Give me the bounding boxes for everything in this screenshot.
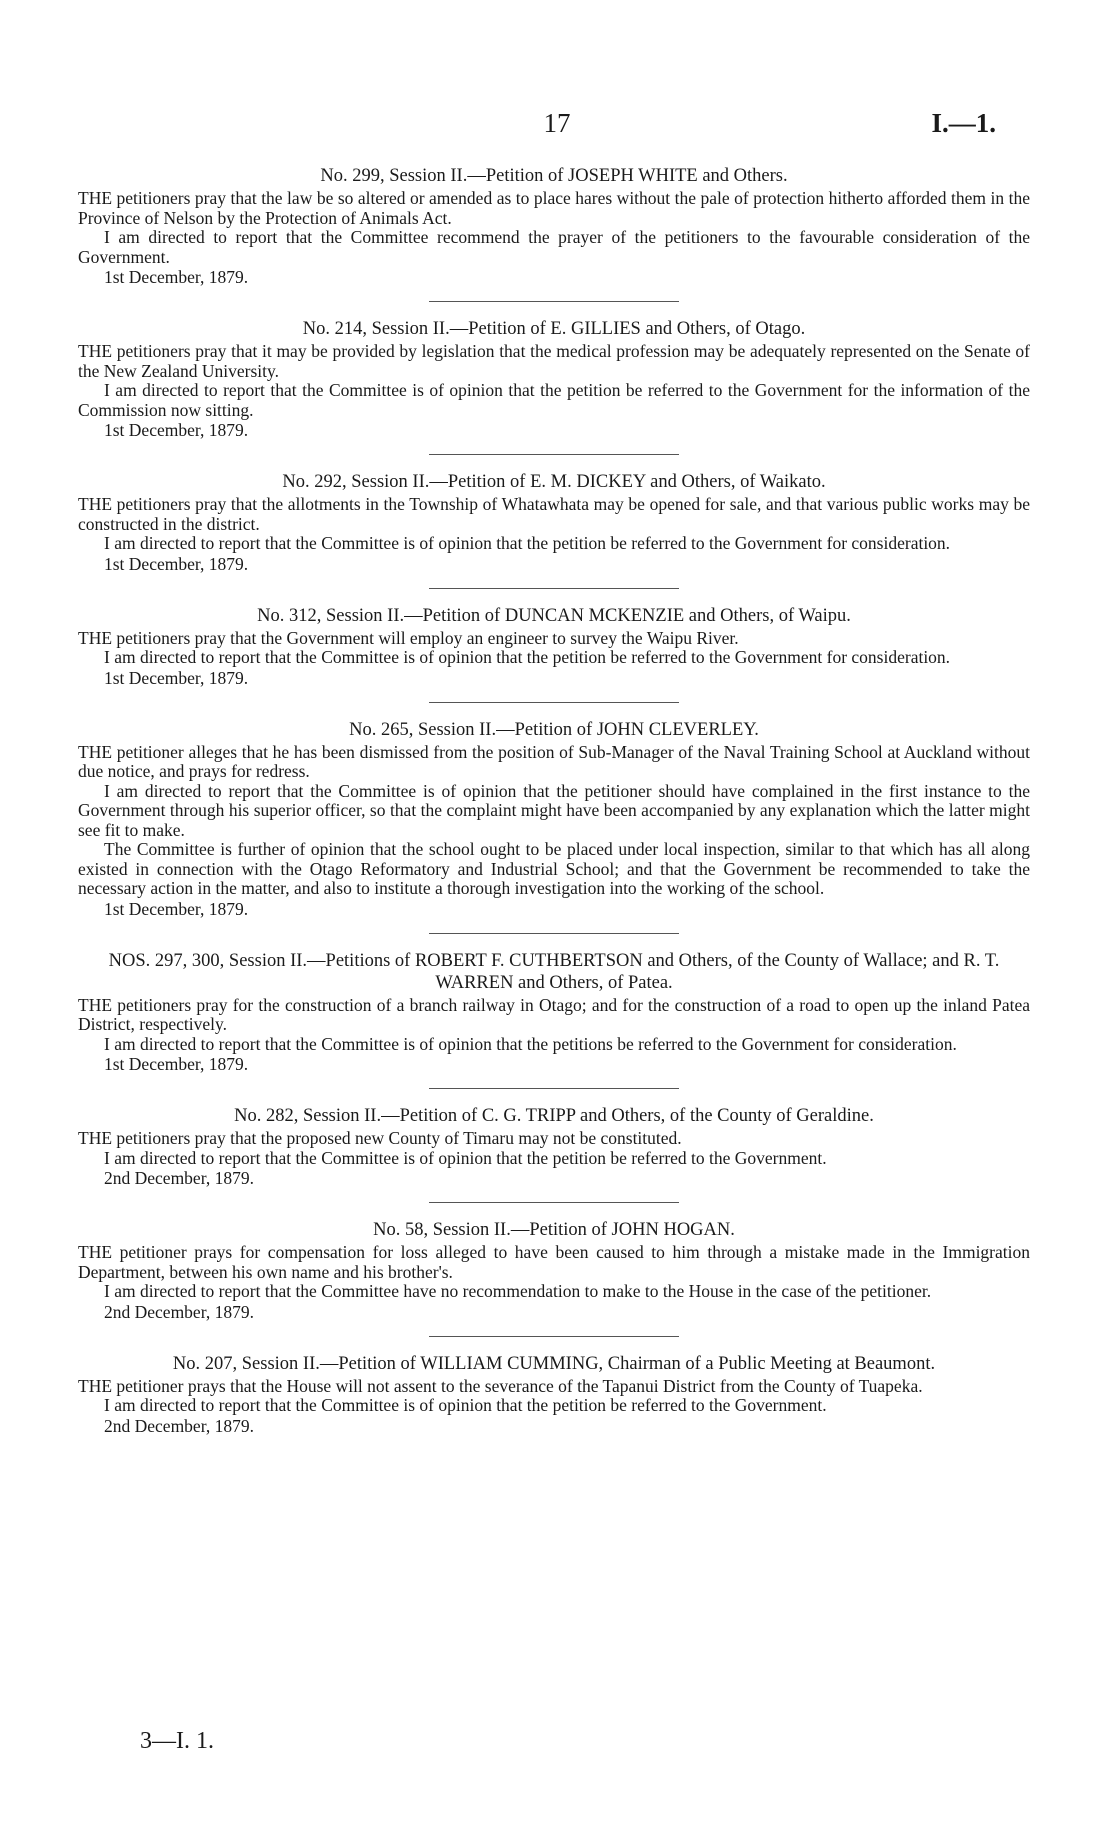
report-date: 1st December, 1879. (104, 267, 249, 287)
section-divider (429, 1202, 679, 1203)
petition-prayer: THE petitioners pray that the law be so altered or amended as to place hares without the pale of protection hitherto afforded them in the Province of Nelson by the Protection of Animals Act. (78, 188, 1030, 228)
section-divider (429, 702, 679, 703)
report-date: 1st December, 1879. (104, 553, 249, 574)
committee-report: I am directed to report that the Committee recommend the prayer of the petitioners to the favourable consideration of the Government. (78, 227, 1030, 267)
petition-prayer: THE petitioner alleges that he has been dismissed from the position of Sub-Manager of the Naval Training School at Auckland without due notice, and prays for redress. (78, 741, 1030, 781)
report-date: 2nd December, 1879. (104, 1301, 254, 1322)
section-divider (429, 1336, 679, 1337)
petition-prayer: THE petitioner prays for compensation for loss alleged to have been caused to him through a mistake made in the Immigration Department, between his own name and his brother's. (78, 1242, 1030, 1282)
petition-title: No. 312, Session II.—Petition of DUNCAN MCKENZIE and Others, of Waipu. (257, 605, 851, 626)
page-header (0, 108, 1114, 148)
petition-entry (78, 165, 1030, 287)
petition-title: No. 282, Session II.—Petition of C. G. TRIPP and Others, of the County of Geraldine. (234, 1106, 874, 1126)
page-number: 17 (543, 108, 571, 138)
petition-prayer: THE petitioners pray that it may be provided by legislation that the medical profession may be adequately represented on the Senate of the New Zealand University. (78, 341, 1030, 381)
petition-title: No. 207, Session II.—Petition of WILLIAM CUMMING, Chairman of a Public Meeting at Beaumont. (172, 1353, 936, 1374)
committee-report: I am directed to report that the Committee is of opinion that the petition be referred to the Government for consideration. (104, 533, 951, 553)
petition-prayer: THE petitioners pray that the allotments in the Township of Whatawhata may be opened for sale, and that various public works may be constructed in the district. (78, 494, 1030, 534)
petition-title: No. 214, Session II.—Petition of E. GILLIES and Others, of Otago. (302, 319, 806, 339)
document-reference: I.—1. (931, 108, 996, 138)
petition-title: No. 58, Session II.—Petition of JOHN HOGAN. (373, 1220, 735, 1240)
committee-report: I am directed to report that the Committee have no recommendation to make to the House in the case of the petitioner. (104, 1281, 932, 1301)
petition-entry (78, 318, 1030, 440)
petition-entry (78, 1105, 1030, 1188)
committee-further-opinion: The Committee is further of opinion that the school ought to be placed under local inspection, similar to that which has all along existed in connection with the Otago Reformatory and Industrial School; and that the Government be recommended to take the necessary action in the matter, and also to institute a thorough investigation into the working of the school. (78, 839, 1030, 898)
committee-report: I am directed to report that the Committee is of opinion that the petitions be referred to the Government for consideration. (104, 1033, 957, 1054)
petition-prayer: THE petitioner prays that the House will not assent to the severance of the Tapanui District from the County of Tuapeka. (78, 1375, 923, 1396)
committee-report: I am directed to report that the Committee is of opinion that the petition be referred to the Government. (104, 1147, 827, 1168)
petition-prayer: THE petitioners pray that the proposed new County of Timaru may not be constituted. (78, 1128, 682, 1148)
report-date: 1st December, 1879. (104, 420, 249, 440)
petition-entry (78, 1353, 1030, 1436)
report-date: 2nd December, 1879. (104, 1415, 254, 1436)
report-date: 1st December, 1879. (104, 1054, 249, 1074)
printer-signature-mark: 3—I. 1. (140, 1728, 214, 1754)
section-divider (429, 1088, 679, 1089)
committee-report: I am directed to report that the Committee is of opinion that the petition be referred to the Government. (104, 1395, 827, 1415)
report-date: 1st December, 1879. (104, 667, 249, 688)
petition-entry (78, 950, 1030, 1075)
petition-entry (78, 719, 1030, 919)
section-divider (429, 933, 679, 934)
petition-entry (78, 471, 1030, 574)
petition-prayer: THE petitioners pray for the construction of a branch railway in Otago; and for the construction of a road to open up the inland Patea District, respectively. (78, 994, 1030, 1034)
section-divider (429, 301, 679, 302)
report-date: 2nd December, 1879. (104, 1168, 254, 1188)
petition-prayer: THE petitioners pray that the Government will employ an engineer to survey the Waipu River. (78, 627, 739, 648)
petition-title: No. 265, Session II.—Petition of JOHN CLEVERLEY. (349, 719, 759, 740)
committee-report: I am directed to report that the Committee is of opinion that the petitioner should have complained in the first instance to the Government through his superior officer, so that the complaint might have been accompanied by any explanation which the latter might see fit to make. (78, 780, 1030, 840)
petition-title: No. 299, Session II.—Petition of JOSEPH WHITE and Others. (320, 166, 788, 186)
petition-title: NOS. 297, 300, Session II.—Petitions of ROBERT F. CUTHBERTSON and Others, of the County of Wallace; and R. T. WARREN and Others, of Patea. (108, 950, 1000, 993)
report-date: 1st December, 1879. (104, 898, 249, 919)
petitions-list (78, 165, 1030, 1436)
committee-report: I am directed to report that the Committee is of opinion that the petition be referred to the Government for consideration. (104, 647, 951, 667)
section-divider (429, 454, 679, 455)
petition-title: No. 292, Session II.—Petition of E. M. DICKEY and Others, of Waikato. (282, 472, 826, 492)
committee-report: I am directed to report that the Committee is of opinion that the petition be referred to the Government for the information of the Commission now sitting. (78, 380, 1030, 420)
petition-entry (78, 605, 1030, 688)
petition-entry (78, 1219, 1030, 1322)
section-divider (429, 588, 679, 589)
